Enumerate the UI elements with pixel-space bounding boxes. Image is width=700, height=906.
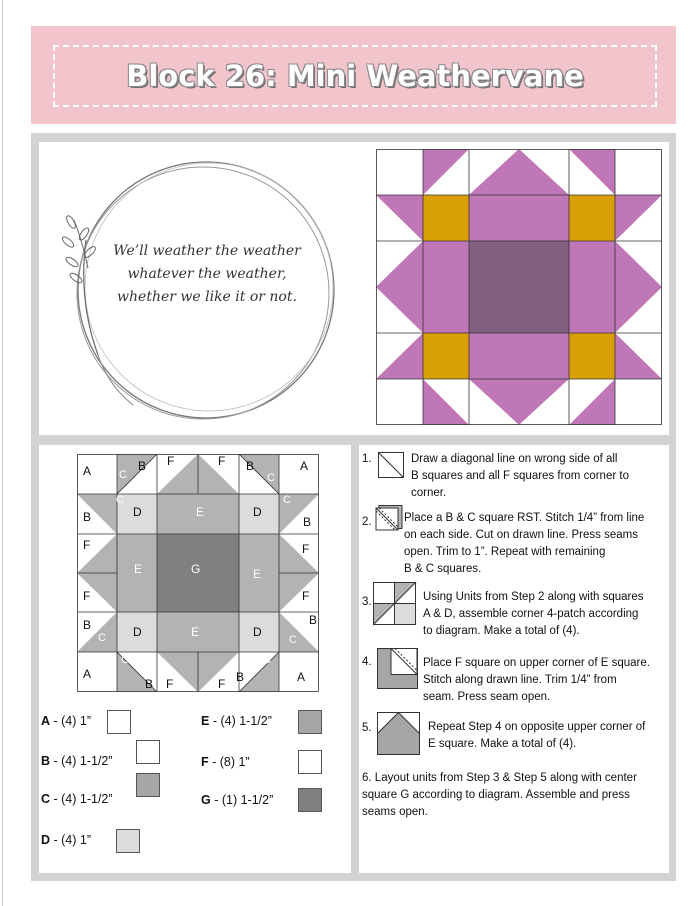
legend-key: F: [201, 755, 209, 769]
swatch-g: [298, 788, 322, 812]
legend-item-f: [201, 755, 250, 769]
diagram-label-g: G: [191, 562, 201, 576]
diagram-label-f: F: [302, 542, 310, 556]
step-number: 6.: [362, 772, 372, 784]
legend-key: A: [41, 714, 51, 728]
legend-text: - (8) 1”: [208, 755, 250, 769]
legend-key: E: [201, 714, 210, 728]
legend-text: - (4) 1-1/2”: [209, 714, 272, 728]
step-line: [362, 770, 637, 787]
swatch-e: [298, 710, 322, 734]
step-number: 4.: [362, 656, 372, 668]
legend-item-a: [41, 714, 91, 728]
step-line: Place a B & C square RST. Stitch 1/4” from line: [404, 512, 645, 524]
diagram-label-d: D: [133, 625, 142, 639]
step-line: Draw a diagonal line on wrong side of all: [411, 453, 618, 465]
diagram-label-f: F: [83, 538, 91, 552]
step-line: Stitch along drawn line. Trim 1/4” from: [423, 674, 617, 686]
diagram-label-c: C: [121, 654, 129, 666]
quote-line: whatever the weather,: [127, 266, 287, 282]
step-number: 2.: [362, 516, 372, 528]
quote-line: whether we like it or not.: [117, 289, 297, 305]
page-edge-line: [2, 0, 3, 906]
title-dashed-border: [53, 45, 657, 107]
step-line: seam. Press seam open.: [423, 691, 551, 703]
diagram-label-c: C: [267, 472, 275, 484]
stitched-square-icon: [375, 505, 403, 531]
legend-item-c: [41, 792, 113, 806]
diagram-label-c: C: [119, 469, 127, 481]
step-3-text: [423, 589, 644, 640]
diagram-label-c: C: [98, 632, 106, 644]
corner-square-icon: [377, 648, 419, 690]
legend-item-d: [41, 833, 91, 847]
step-line: B squares and all F squares from corner to: [411, 470, 629, 482]
legend-key: B: [41, 754, 51, 768]
quote-text: [102, 240, 312, 309]
step-6-text: [362, 770, 637, 821]
legend-key: C: [41, 792, 51, 806]
legend-key: D: [41, 833, 51, 847]
step-2-text: [404, 510, 644, 578]
diagram-label-b: B: [246, 459, 255, 473]
diagram-label-b: B: [236, 670, 245, 684]
diagram-label-c: C: [289, 634, 297, 646]
diagram-label-a: A: [297, 670, 306, 684]
quote-line: We’ll weather the weather: [113, 243, 301, 259]
diagram-label-b: B: [138, 459, 147, 473]
diagram-label-f: F: [302, 589, 310, 603]
step-line: A & D, assemble corner 4-patch according: [423, 608, 639, 620]
step-line: to diagram. Make a total of (4).: [423, 625, 580, 637]
diagram-label-e: E: [191, 625, 200, 639]
step-line: open. Trim to 1”. Repeat with remaining: [404, 546, 606, 558]
swatch-d: [116, 829, 140, 853]
diagram-label-c: C: [263, 654, 271, 666]
legend-text: - (4) 1”: [50, 714, 92, 728]
diagram-label-b: B: [303, 515, 312, 529]
step-number: 5.: [362, 722, 372, 734]
diagram-label-d: D: [253, 625, 262, 639]
page-title: Block 26: Mini Weathervane: [126, 59, 584, 93]
diagram-label-d: D: [253, 505, 262, 519]
diagram-label-b: B: [145, 677, 154, 691]
step-4-text: [423, 655, 650, 706]
legend-text: - (4) 1-1/2”: [50, 754, 113, 768]
swatch-b: [136, 740, 160, 764]
diagram-label-f: F: [83, 589, 91, 603]
diagram-label-f: F: [218, 677, 226, 691]
swatch-c: [136, 773, 160, 797]
diagram-label-f: F: [166, 677, 174, 691]
diagram-label-f: F: [167, 454, 175, 468]
diagram-label-b: B: [83, 618, 92, 632]
step-1-text: [411, 451, 629, 502]
step-line: square G according to diagram. Assemble and press: [362, 789, 630, 801]
legend-key: G: [201, 793, 211, 807]
step-number: 3.: [362, 596, 372, 608]
step-line: on each side. Cut on drawn line. Press seams: [404, 529, 638, 541]
step-line: Place F square on upper corner of E square.: [423, 657, 650, 669]
step-line: E square. Make a total of (4).: [428, 738, 577, 750]
diagram-label-f: F: [218, 454, 226, 468]
step-number: 1.: [362, 453, 372, 465]
legend-item-b: [41, 754, 113, 768]
step-line: corner.: [411, 487, 447, 499]
legend-text: - (1) 1-1/2”: [210, 793, 274, 807]
step-line: B & C squares.: [404, 563, 482, 575]
swatch-f: [298, 750, 322, 774]
diagram-label-a: A: [83, 464, 92, 478]
step-line-text: Layout units from Step 3 & Step 5 along with center: [374, 772, 637, 784]
legend-item-g: [201, 793, 273, 807]
legend-text: - (4) 1”: [50, 833, 92, 847]
diagram-label-a: A: [83, 667, 92, 681]
legend-text: - (4) 1-1/2”: [50, 792, 113, 806]
step-line: Using Units from Step 2 along with squares: [423, 591, 644, 603]
diagram-label-c: C: [116, 494, 124, 506]
legend-item-e: [201, 714, 272, 728]
step-5-text: [428, 719, 645, 753]
flying-geese-icon: [377, 712, 421, 756]
diagonal-line-icon: [378, 452, 404, 478]
diagram-label-d: D: [133, 505, 142, 519]
four-patch-icon: [373, 582, 417, 626]
diagram-label-e: E: [196, 505, 205, 519]
title-banner: [31, 26, 676, 124]
diagram-label-b: B: [83, 510, 92, 524]
diagram-label-c: C: [283, 494, 291, 506]
step-line: seams open.: [362, 806, 428, 818]
swatch-a: [107, 710, 131, 734]
diagram-label-e: E: [134, 562, 143, 576]
diagram-label-a: A: [300, 459, 309, 473]
diagram-label-e: E: [253, 567, 262, 581]
step-line: Repeat Step 4 on opposite upper corner of: [428, 721, 646, 733]
diagram-label-b: B: [309, 613, 318, 627]
colored-quilt-block: [376, 149, 662, 425]
